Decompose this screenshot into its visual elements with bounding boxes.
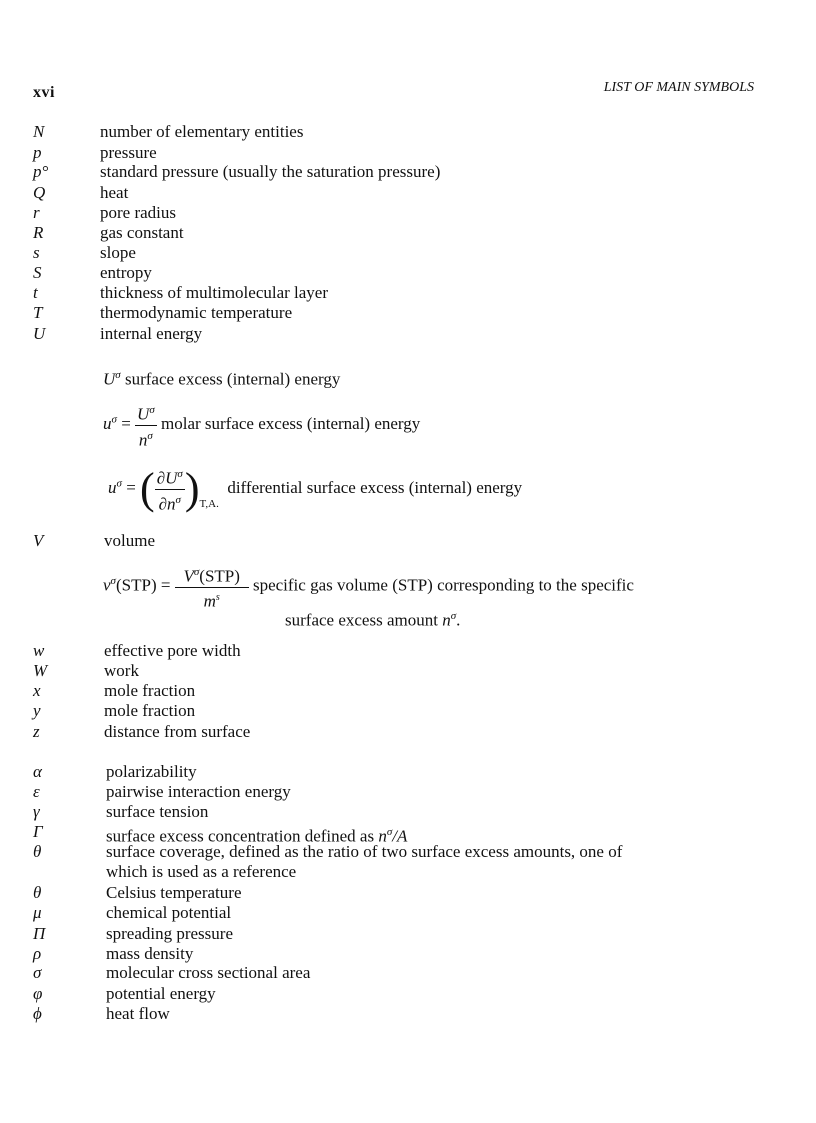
symbol-row-epsilon	[0, 782, 816, 802]
symbol-row-varphi	[0, 984, 816, 1004]
formula-text: /A	[392, 826, 408, 846]
formula-text: .	[456, 610, 461, 630]
symbol: ϕ	[33, 1004, 42, 1023]
symbol: R	[33, 223, 44, 242]
symbol: Π	[33, 924, 46, 943]
symbol-description: volume	[104, 531, 155, 550]
symbol-description: surface coverage, defined as the ratio of two surface excess amounts, one of	[106, 842, 623, 861]
symbol-row-V	[0, 531, 816, 551]
formula-symbol: n	[378, 826, 387, 846]
symbol: φ	[33, 984, 43, 1003]
formula-superscript: σ	[450, 610, 457, 622]
symbol: y	[33, 701, 41, 720]
symbol-row-p	[0, 143, 816, 163]
symbol-description: heat flow	[106, 1004, 170, 1023]
symbol-row-theta-coverage-cont	[0, 862, 816, 882]
symbol-description: heat	[100, 183, 129, 202]
description-text: surface excess concentration defined as	[106, 826, 375, 846]
symbol-row-T	[0, 303, 816, 323]
symbol: γ	[33, 802, 40, 821]
formula-superscript: s	[215, 591, 220, 603]
formula-superscript: σ	[177, 468, 183, 480]
symbol: θ	[33, 883, 42, 902]
symbol: r	[33, 203, 40, 222]
formula-description: molar surface excess (internal) energy	[161, 414, 421, 434]
fraction-numerator: ∂U	[156, 468, 178, 488]
symbol-description: pairwise interaction energy	[106, 782, 291, 801]
fraction-denominator: n	[138, 430, 148, 450]
formula-superscript: σ	[386, 826, 393, 838]
symbol-row-rho	[0, 944, 816, 964]
symbol-row-N	[0, 122, 816, 142]
symbol-row-z	[0, 722, 816, 742]
symbol-row-W	[0, 661, 816, 681]
formula-superscript: σ	[149, 404, 155, 416]
equals-sign: =	[160, 575, 171, 595]
fraction	[135, 400, 157, 450]
symbol: T	[33, 303, 43, 322]
formula-symbol: u	[108, 478, 117, 498]
symbol-description: Celsius temperature	[106, 883, 242, 902]
symbol: s	[33, 243, 40, 262]
symbol: p	[33, 143, 42, 162]
u-sigma-definition	[103, 365, 340, 390]
fraction	[175, 562, 249, 611]
formula-description: specific gas volume (STP) corresponding to the specific	[252, 575, 634, 595]
symbol: t	[33, 283, 38, 302]
symbol-row-R	[0, 223, 816, 243]
symbol: μ	[33, 903, 42, 922]
symbol: θ	[33, 842, 42, 861]
symbol-description: polarizability	[106, 762, 197, 781]
formula-superscript: σ	[147, 429, 153, 442]
running-title: LIST OF MAIN SYMBOLS	[603, 80, 754, 95]
fraction-numerator: U	[137, 404, 150, 424]
symbol-row-sigma	[0, 963, 816, 983]
symbol-description: mole fraction	[104, 681, 196, 700]
formula-description: differential surface excess (internal) energy	[227, 478, 523, 498]
symbol-description: slope	[100, 243, 136, 262]
symbol-description: pore radius	[100, 203, 177, 222]
page-number: xvi	[33, 84, 55, 101]
equals-sign: =	[121, 414, 131, 434]
symbol-description: mole fraction	[104, 701, 196, 720]
symbol-description: number of elementary entities	[100, 122, 304, 141]
symbol: S	[33, 263, 42, 282]
symbol-description: internal energy	[100, 324, 203, 343]
symbol-description: spreading pressure	[106, 924, 233, 943]
formula-superscript: σ	[193, 566, 200, 578]
symbol-row-s	[0, 243, 816, 263]
symbol-description: distance from surface	[104, 722, 251, 741]
formula-text: (STP)	[199, 566, 240, 586]
symbol-row-theta-coverage	[0, 842, 816, 862]
formula-superscript: σ	[115, 369, 121, 381]
specific-volume-definition	[103, 562, 634, 611]
formula-superscript: σ	[110, 574, 116, 587]
symbol: α	[33, 762, 42, 781]
symbol: U	[33, 324, 46, 343]
symbol-description: work	[104, 661, 139, 680]
formula-superscript: σ	[175, 493, 181, 506]
symbol: W	[33, 661, 48, 680]
formula-symbol: U	[103, 369, 116, 389]
formula-description: surface excess amount	[285, 610, 438, 630]
differential-u-definition: $u^\sigma$ = ( $\frac{\partial U^\sigma}{\partial n^\sigma}$ )$_{T,A.}$ differential surface excess (internal) energy	[108, 464, 523, 514]
symbol-description: mass density	[106, 944, 194, 963]
symbol-row-Q	[0, 183, 816, 203]
symbol-row-theta-celsius	[0, 883, 816, 903]
symbol: w	[33, 641, 45, 660]
symbol-row-x	[0, 681, 816, 701]
symbol: σ	[33, 963, 42, 982]
fraction-numerator: V	[183, 566, 194, 586]
equals-sign: =	[126, 478, 136, 498]
symbol: z	[33, 722, 40, 741]
symbol-row-gamma	[0, 802, 816, 822]
symbol: p°	[33, 162, 49, 181]
symbol-description: thickness of multimolecular layer	[100, 283, 329, 302]
symbol-row-r	[0, 203, 816, 223]
symbol-description: standard pressure (usually the saturation pressure)	[100, 162, 441, 181]
symbol-row-S	[0, 263, 816, 283]
symbol-description: pressure	[100, 143, 157, 162]
symbol: Q	[33, 183, 46, 202]
formula-superscript: σ	[111, 413, 117, 426]
symbol: V	[33, 531, 44, 550]
symbol-description: potential energy	[106, 984, 216, 1003]
formula-description: surface excess (internal) energy	[124, 369, 341, 389]
symbol-row-Gamma	[0, 822, 816, 846]
symbol: x	[33, 681, 41, 700]
symbol-description: gas constant	[100, 223, 184, 242]
symbol-row-Pi	[0, 924, 816, 944]
formula-symbol: u	[103, 414, 112, 434]
symbol-description: surface tension	[106, 802, 209, 821]
formula-symbol: n	[442, 610, 451, 630]
specific-volume-description-cont	[285, 606, 460, 631]
symbol-row-U	[0, 324, 816, 344]
formula-symbol: v	[103, 575, 111, 595]
fraction-denominator: m	[203, 591, 216, 611]
symbol: ρ	[33, 944, 42, 963]
symbol-description-continuation: which is used as a reference	[106, 862, 297, 881]
symbol: N	[33, 122, 45, 141]
formula-superscript: σ	[116, 477, 122, 490]
fraction	[155, 464, 185, 514]
symbol-row-t	[0, 283, 816, 303]
formula-text: (STP)	[115, 575, 157, 595]
symbol: Γ	[33, 822, 43, 841]
symbol-row-p0	[0, 162, 816, 182]
symbol-row-mu	[0, 903, 816, 923]
symbol-description: molecular cross sectional area	[106, 963, 311, 982]
symbol-description: effective pore width	[104, 641, 241, 660]
fraction-denominator: ∂n	[158, 494, 176, 514]
symbol-description: thermodynamic temperature	[100, 303, 293, 322]
molar-u-definition	[103, 400, 420, 450]
symbol: ε	[33, 782, 40, 801]
symbol-row-phi	[0, 1004, 816, 1024]
symbol-description: entropy	[100, 263, 152, 282]
symbol-row-w	[0, 641, 816, 661]
symbol-description: chemical potential	[106, 903, 232, 922]
symbol-row-alpha	[0, 762, 816, 782]
symbol-row-y	[0, 701, 816, 721]
formula-subscript: T,A.	[199, 498, 219, 511]
